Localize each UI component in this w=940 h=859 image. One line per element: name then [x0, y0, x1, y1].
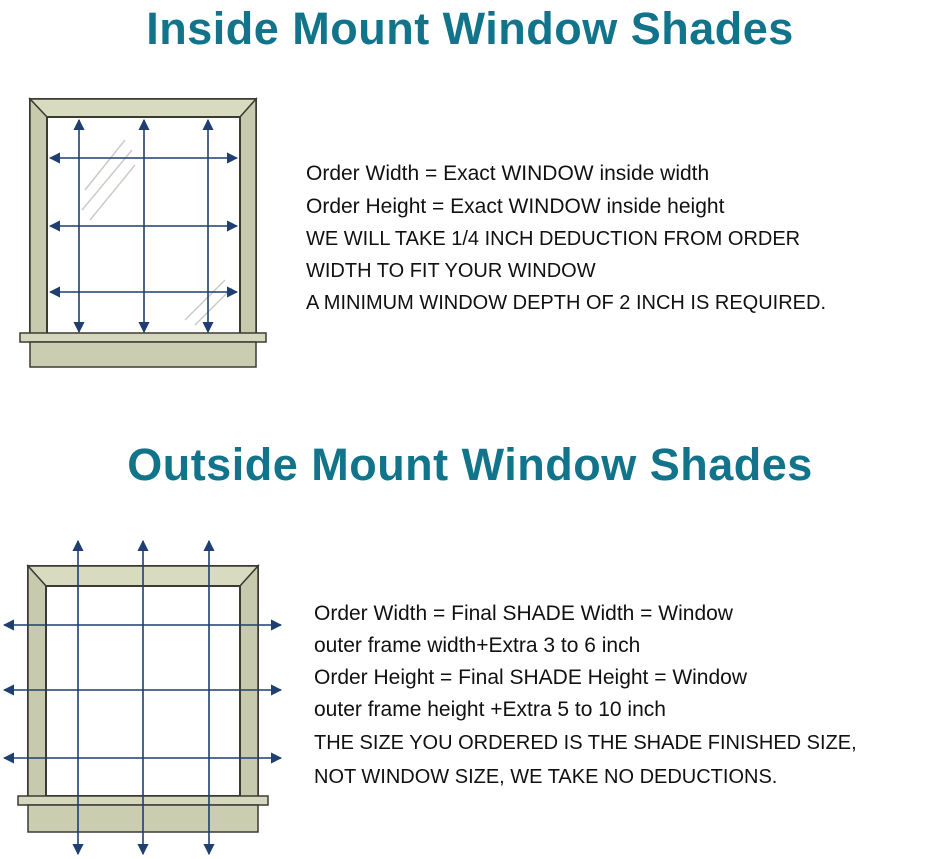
- inside-order-height: Order Height = Exact WINDOW inside height: [306, 195, 725, 218]
- outside-size-note: THE SIZE YOU ORDERED IS THE SHADE FINISHED SIZE,: [314, 732, 857, 754]
- inside-depth-note: A MINIMUM WINDOW DEPTH OF 2 INCH IS REQUIRED.: [306, 292, 827, 314]
- inside-mount-window-diagram: [0, 90, 280, 380]
- outside-order-width: Order Width = Final SHADE Width = Window: [314, 602, 733, 625]
- inside-mount-title: Inside Mount Window Shades: [146, 3, 794, 54]
- outside-order-height: Order Height = Final SHADE Height = Window: [314, 666, 748, 689]
- inside-mount-instructions: [306, 157, 826, 319]
- inside-deduction-note: WE WILL TAKE 1/4 INCH DEDUCTION FROM ORDER: [306, 228, 801, 250]
- outside-order-width-cont: outer frame width+Extra 3 to 6 inch: [314, 634, 641, 657]
- outside-mount-window-diagram: [0, 535, 300, 859]
- inside-order-width: Order Width = Exact WINDOW inside width: [306, 162, 710, 185]
- inside-deduction-note-cont: WIDTH TO FIT YOUR WINDOW: [306, 260, 596, 282]
- outside-order-height-cont: outer frame height +Extra 5 to 10 inch: [314, 698, 666, 721]
- outside-mount-instructions: [314, 598, 857, 794]
- outside-size-note-cont: NOT WINDOW SIZE, WE TAKE NO DEDUCTIONS.: [314, 766, 778, 788]
- window-sill: [20, 333, 266, 367]
- outside-mount-title: Outside Mount Window Shades: [127, 439, 813, 490]
- window-frame: [30, 99, 256, 335]
